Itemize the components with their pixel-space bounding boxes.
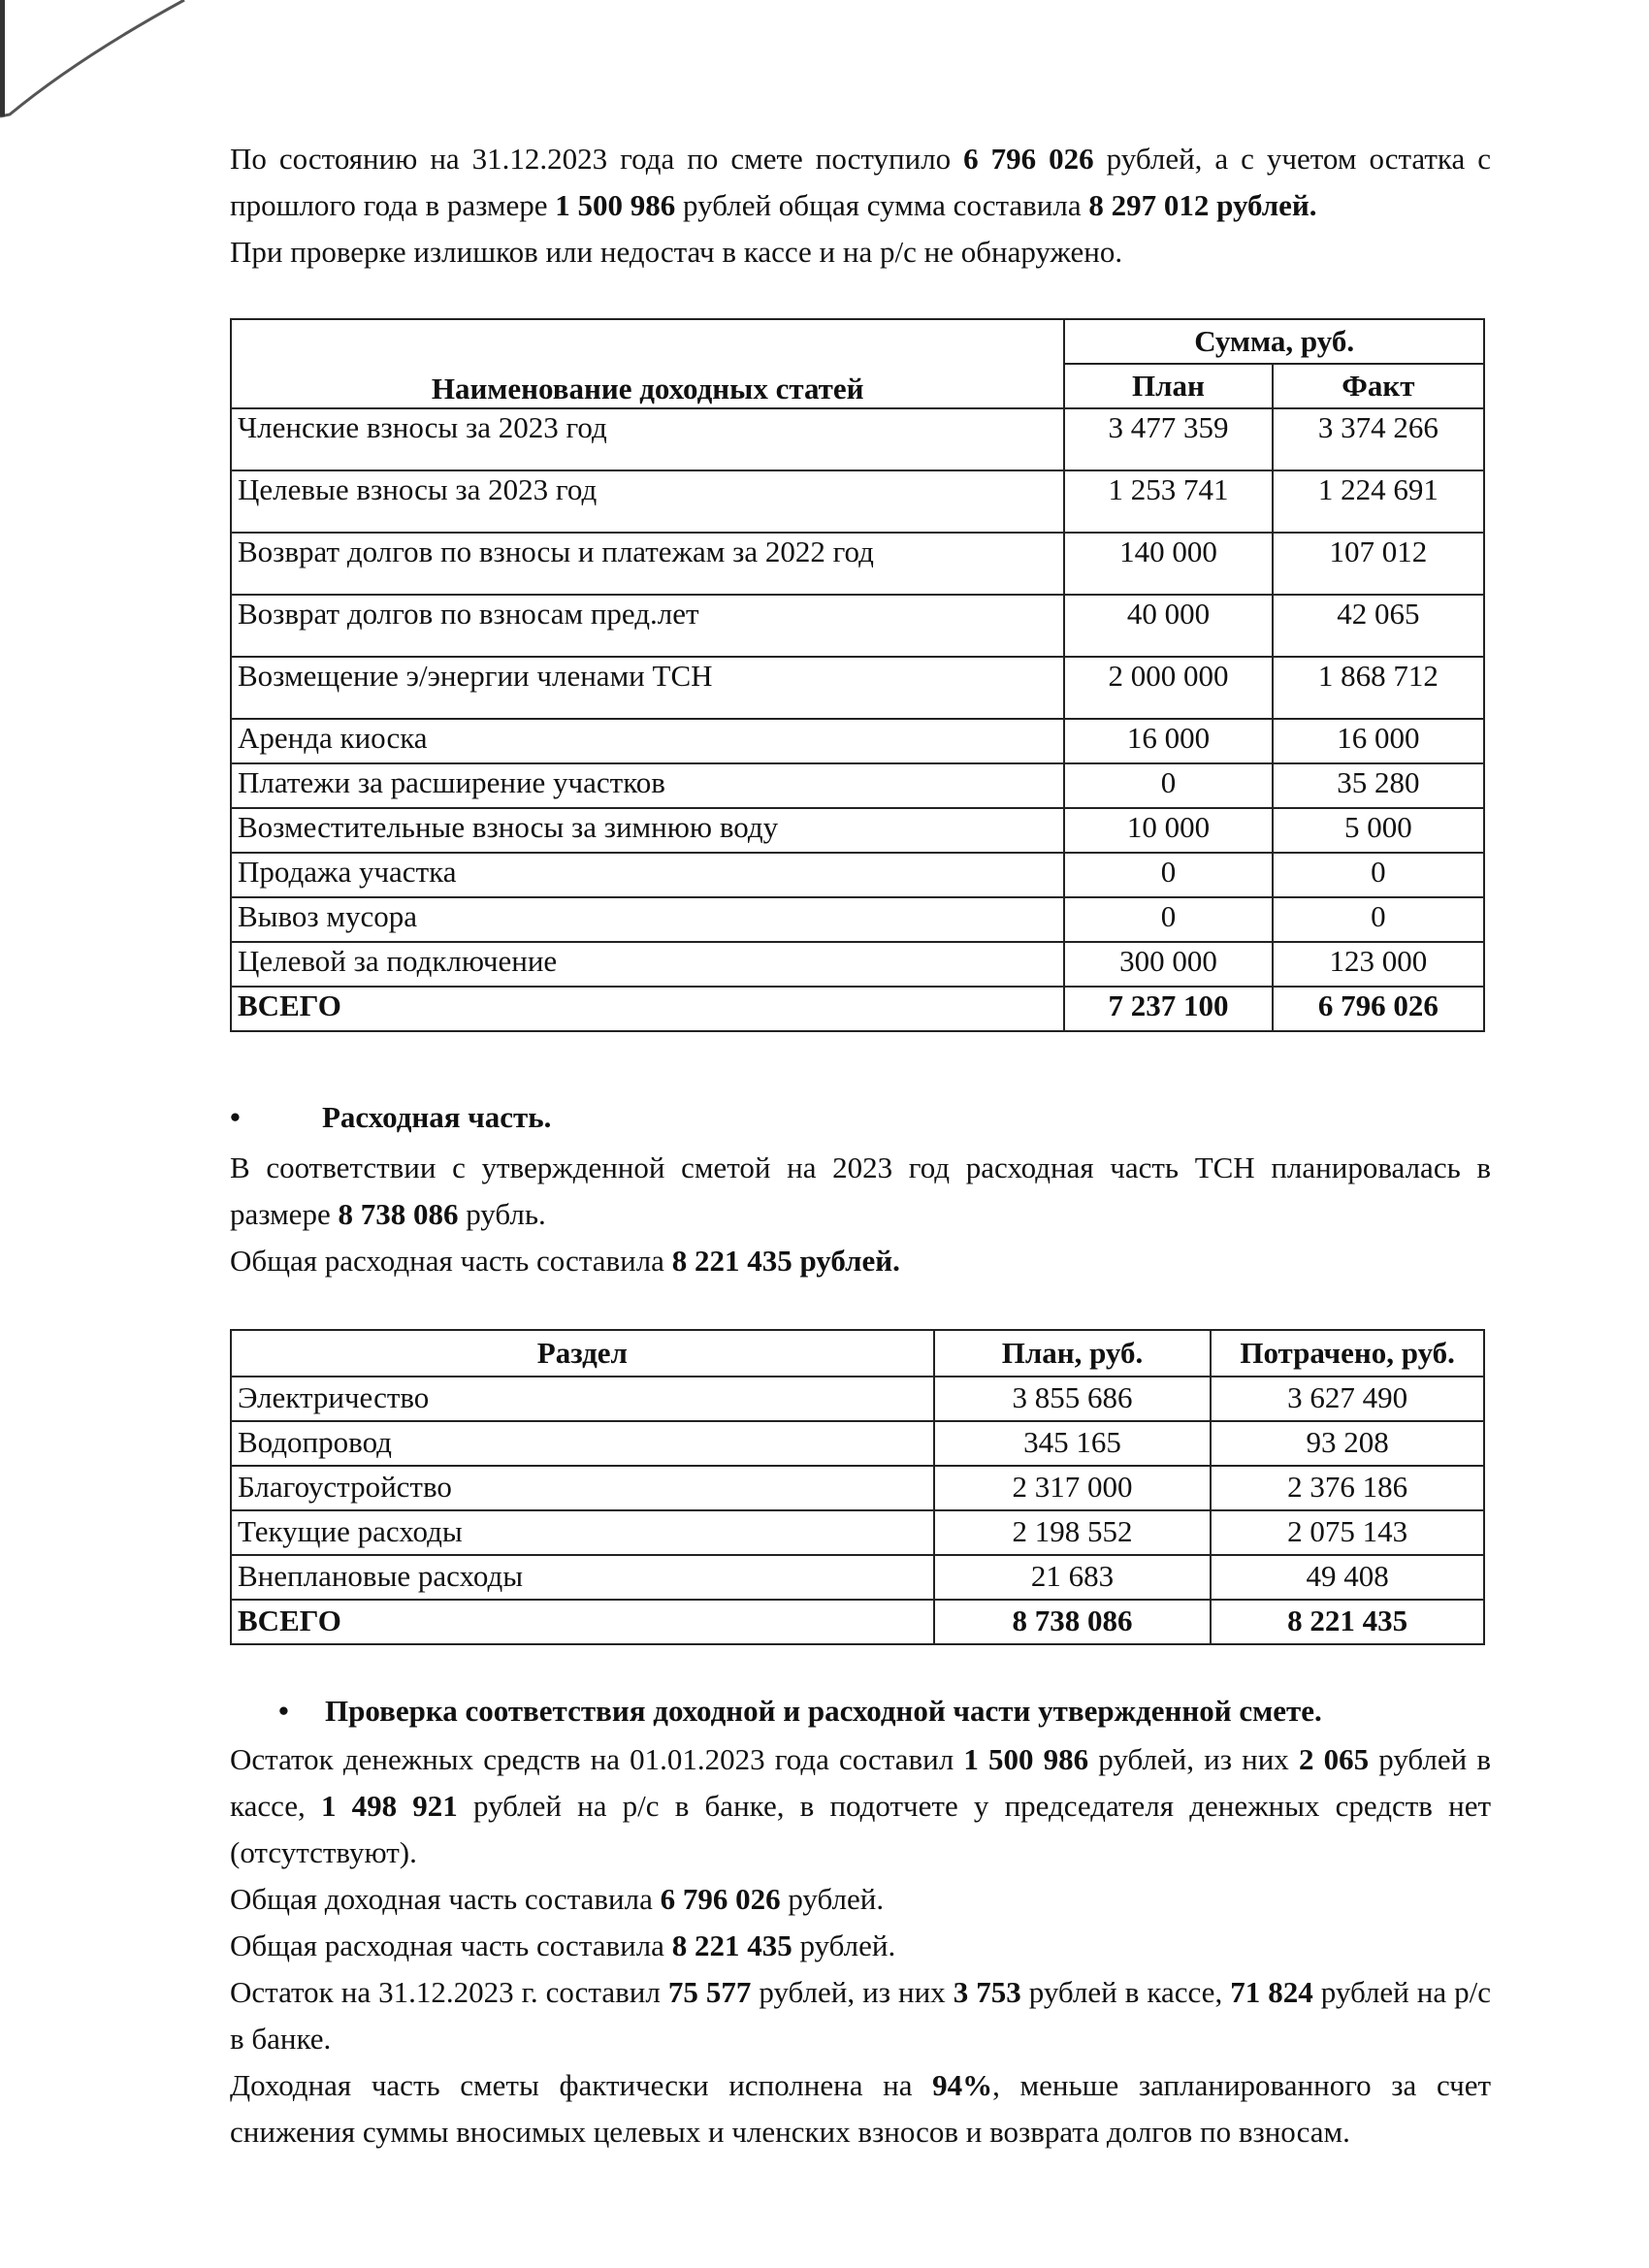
- income-cell-name: Целевой за подключение: [231, 942, 1064, 987]
- income-cell-fact: 1 868 712: [1273, 657, 1484, 719]
- expense-cell-spent: 93 208: [1211, 1421, 1484, 1466]
- expense-cell-spent: 2 376 186: [1211, 1466, 1484, 1510]
- table-row: [231, 897, 1484, 942]
- income-cell-name: Продажа участка: [231, 853, 1064, 897]
- expense-cell-spent: 2 075 143: [1211, 1510, 1484, 1555]
- total-expense-paragraph: Общая расходная часть составила 8 221 435 рублей.: [230, 1928, 896, 1962]
- expense-total-row: [231, 1600, 1484, 1644]
- expense-plan-paragraph: В соответствии с утвержденной сметой на 2023 год расходная часть ТСН планировалась в размере 8 738 086 рубль.: [230, 1150, 1491, 1231]
- expense-cell-name: Внеплановые расходы: [231, 1555, 934, 1600]
- expense-cell-spent: 3 627 490: [1211, 1377, 1484, 1421]
- expense-cell-name: Благоустройство: [231, 1466, 934, 1510]
- table-row: [231, 942, 1484, 987]
- income-total-fact: 6 796 026: [1273, 987, 1484, 1031]
- expense-total-paragraph: Общая расходная часть составила 8 221 435 рублей.: [230, 1244, 900, 1278]
- scan-corner-mark: [0, 0, 194, 126]
- income-cell-fact: 42 065: [1273, 595, 1484, 657]
- expense-cell-plan: 3 855 686: [934, 1377, 1212, 1421]
- income-header-name: Наименование доходных статей: [231, 319, 1064, 408]
- income-cell-fact: 1 224 691: [1273, 470, 1484, 533]
- intro-paragraph: По состоянию на 31.12.2023 года по смете поступило 6 796 026 рублей, а с учетом остатка с прошлого года в размере 1 500 986 рублей общая сумма составила 8 297 012 рублей.: [230, 142, 1492, 222]
- income-cell-name: Целевые взносы за 2023 год: [231, 470, 1064, 533]
- income-total-plan: 7 237 100: [1064, 987, 1272, 1031]
- income-cell-plan: 0: [1064, 853, 1272, 897]
- check-heading-text: Проверка соответствия доходной и расходной части утвержденной смете.: [325, 1694, 1322, 1728]
- table-row: [231, 1466, 1484, 1510]
- expense-heading-text: Расходная часть.: [322, 1100, 552, 1134]
- execution-paragraph: Доходная часть сметы фактически исполнена на 94%, меньше запланированного за счет снижения суммы вносимых целевых и членских взносов и возврата долгов по взносам.: [230, 2068, 1491, 2149]
- intro-check-note: При проверке излишков или недостач в кассе и на р/с не обнаружено.: [230, 235, 1123, 269]
- income-cell-fact: 123 000: [1273, 942, 1484, 987]
- table-row: [231, 763, 1484, 808]
- table-row: [231, 657, 1484, 719]
- expense-header-section: Раздел: [231, 1330, 934, 1377]
- income-cell-name: Возврат долгов по взносы и платежам за 2022 год: [231, 533, 1064, 595]
- income-cell-fact: 0: [1273, 897, 1484, 942]
- check-heading: [278, 1688, 1539, 1734]
- table-row: [231, 470, 1484, 533]
- expense-header-plan: План, руб.: [934, 1330, 1212, 1377]
- check-text-block: [230, 1736, 1491, 2155]
- expense-table: [230, 1329, 1485, 1645]
- expense-text-block: [230, 1145, 1491, 1284]
- income-cell-plan: 16 000: [1064, 719, 1272, 763]
- income-cell-plan: 3 477 359: [1064, 408, 1272, 470]
- expense-cell-name: Водопровод: [231, 1421, 934, 1466]
- income-cell-plan: 10 000: [1064, 808, 1272, 853]
- table-row: [231, 533, 1484, 595]
- income-total-row: [231, 987, 1484, 1031]
- income-cell-fact: 3 374 266: [1273, 408, 1484, 470]
- expense-cell-plan: 2 317 000: [934, 1466, 1212, 1510]
- table-row: [231, 1377, 1484, 1421]
- bullet-icon: •: [230, 1100, 241, 1134]
- income-cell-fact: 0: [1273, 853, 1484, 897]
- income-cell-name: Возврат долгов по взносам пред.лет: [231, 595, 1064, 657]
- income-cell-fact: 35 280: [1273, 763, 1484, 808]
- income-header-fact: Факт: [1273, 364, 1484, 408]
- income-total-label: ВСЕГО: [231, 987, 1064, 1031]
- total-income-paragraph: Общая доходная часть составила 6 796 026 рублей.: [230, 1882, 885, 1916]
- expense-cell-plan: 21 683: [934, 1555, 1212, 1600]
- table-row: [231, 595, 1484, 657]
- income-cell-name: Членские взносы за 2023 год: [231, 408, 1064, 470]
- table-row: [231, 1421, 1484, 1466]
- income-header-row: [231, 319, 1484, 364]
- income-header-sum: Сумма, руб.: [1064, 319, 1484, 364]
- table-row: [231, 719, 1484, 763]
- income-table: [230, 318, 1485, 1032]
- expense-cell-spent: 49 408: [1211, 1555, 1484, 1600]
- table-row: [231, 408, 1484, 470]
- income-cell-fact: 16 000: [1273, 719, 1484, 763]
- income-cell-plan: 40 000: [1064, 595, 1272, 657]
- bullet-icon: •: [278, 1694, 289, 1728]
- expense-cell-name: Электричество: [231, 1377, 934, 1421]
- table-row: [231, 1510, 1484, 1555]
- closing-balance-paragraph: Остаток на 31.12.2023 г. составил 75 577 рублей, из них 3 753 рублей в кассе, 71 824 рублей на р/с в банке.: [230, 1975, 1492, 2056]
- intro-block: [230, 136, 1491, 275]
- income-cell-name: Вывоз мусора: [231, 897, 1064, 942]
- income-cell-name: Возмещение э/энергии членами ТСН: [231, 657, 1064, 719]
- expense-total-spent: 8 221 435: [1211, 1600, 1484, 1644]
- income-cell-plan: 140 000: [1064, 533, 1272, 595]
- table-row: [231, 1555, 1484, 1600]
- opening-balance-paragraph: Остаток денежных средств на 01.01.2023 года составил 1 500 986 рублей, из них 2 065 рублей в кассе, 1 498 921 рублей на р/с в банке, в подотчете у председателя денежных средств нет (отсутствуют).: [230, 1742, 1492, 1869]
- income-cell-plan: 1 253 741: [1064, 470, 1272, 533]
- expense-cell-plan: 2 198 552: [934, 1510, 1212, 1555]
- income-header-plan: План: [1064, 364, 1272, 408]
- income-cell-plan: 0: [1064, 897, 1272, 942]
- income-cell-plan: 0: [1064, 763, 1272, 808]
- income-cell-name: Платежи за расширение участков: [231, 763, 1064, 808]
- expense-header-row: [231, 1330, 1484, 1377]
- income-cell-name: Аренда киоска: [231, 719, 1064, 763]
- expense-heading: [230, 1094, 1491, 1141]
- income-cell-fact: 5 000: [1273, 808, 1484, 853]
- expense-total-plan: 8 738 086: [934, 1600, 1212, 1644]
- expense-header-spent: Потрачено, руб.: [1211, 1330, 1484, 1377]
- table-row: [231, 808, 1484, 853]
- income-cell-plan: 2 000 000: [1064, 657, 1272, 719]
- income-cell-name: Возместительные взносы за зимнюю воду: [231, 808, 1064, 853]
- income-cell-plan: 300 000: [1064, 942, 1272, 987]
- income-cell-fact: 107 012: [1273, 533, 1484, 595]
- expense-cell-name: Текущие расходы: [231, 1510, 934, 1555]
- expense-cell-plan: 345 165: [934, 1421, 1212, 1466]
- table-row: [231, 853, 1484, 897]
- expense-total-label: ВСЕГО: [231, 1600, 934, 1644]
